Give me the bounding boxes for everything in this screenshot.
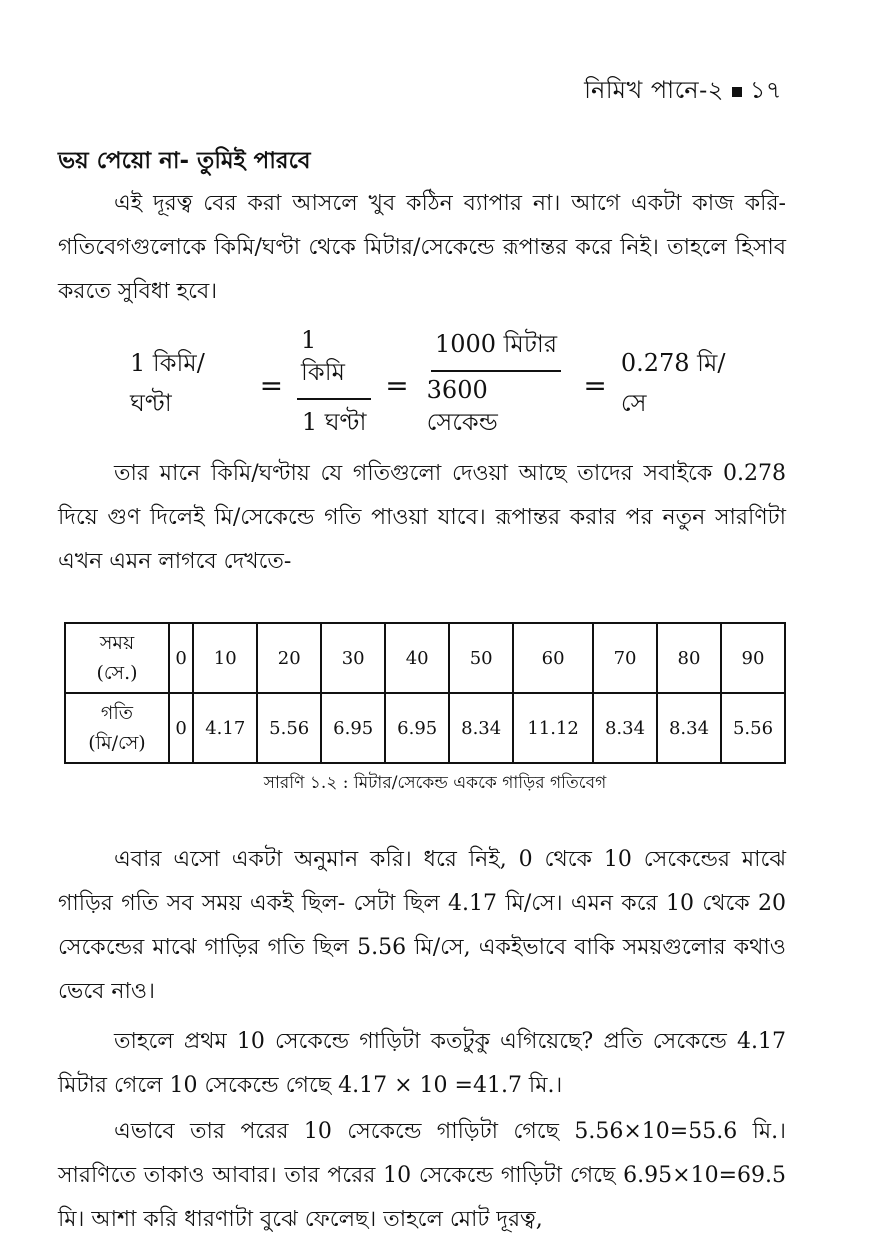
- paragraph-1: [58, 182, 786, 314]
- fraction-2-numerator: 1000 মিটার: [431, 326, 561, 372]
- section-heading: ভয় পেয়ো না- তুমিই পারবে: [58, 148, 311, 174]
- table-cell: 80: [657, 623, 721, 693]
- row-header-time-label: সময়: [99, 632, 135, 654]
- table-cell: 70: [593, 623, 657, 693]
- table-cell: 6.95: [321, 693, 385, 763]
- running-title: নিমিখ পানে-২: [584, 76, 724, 104]
- table-cell: 8.34: [657, 693, 721, 763]
- row-header-speed-label: গতি: [100, 702, 134, 724]
- table-cell: 50: [449, 623, 513, 693]
- table-cell: 60: [513, 623, 593, 693]
- table-cell: 40: [385, 623, 449, 693]
- paragraph-2-text: তার মানে কিমি/ঘণ্টায় যে গতিগুলো দেওয়া আছে তাদের সবাইকে 0.278 দিয়ে গুণ দিলেই মি/সেকেন্ডে গতি পাওয়া যাবে। রূপান্তর করার পর নতুন সারণিটা এখন এমন লাগবে দেখতে-: [58, 461, 786, 574]
- running-head: [584, 72, 782, 112]
- table-cell: 0: [169, 693, 193, 763]
- paragraph-3-text: এবার এসো একটা অনুমান করি। ধরে নিই, 0 থেকে 10 সেকেন্ডের মাঝে গাড়ির গতি সব সময় একই ছিল- সেটা ছিল 4.17 মি/সে। এমন করে 10 থেকে 20 সেকেন্ডের মাঝে গাড়ির গতি ছিল 5.56 মি/সে, একইভাবে বাকি সময়গুলোর কথাও ভেবে নাও।: [58, 847, 786, 1004]
- paragraph-3: [58, 838, 786, 1014]
- paragraph-5-text: এভাবে তার পরের 10 সেকেন্ডে গাড়িটা গেছে 5.56×10=55.6 মি.। সারণিতে তাকাও আবার। তার পরের 10 সেকেন্ডে গাড়িটা গেছে 6.95×10=69.5 মি। আশা করি ধারণাটা বুঝে ফেলেছ। তাহলে মোট দূরত্ব,: [58, 1119, 786, 1232]
- table-cell: 20: [257, 623, 321, 693]
- paragraph-4-text: তাহলে প্রথম 10 সেকেন্ডে গাড়িটা কতটুকু এগিয়েছে? প্রতি সেকেন্ডে 4.17 মিটার গেলে 10 সেকেন্ডে গেছে 4.17 × 10 =41.7 মি.।: [58, 1029, 786, 1098]
- table-cell: 11.12: [513, 693, 593, 763]
- table-cell: 6.95: [385, 693, 449, 763]
- row-header-time: [65, 623, 169, 693]
- table-cell: 4.17: [193, 693, 257, 763]
- equals-sign-2: =: [385, 368, 409, 402]
- paragraph-5: [58, 1110, 786, 1242]
- table-cell: 30: [321, 623, 385, 693]
- equals-sign-1: =: [259, 368, 284, 402]
- row-header-speed-unit: (মি/সে): [88, 732, 146, 754]
- fraction-2: [423, 326, 570, 444]
- row-header-time-unit: (সে.): [96, 662, 138, 684]
- table-cell: 5.56: [257, 693, 321, 763]
- table-caption: সারণি ১.২ : মিটার/সেকেন্ড এককে গাড়ির গতিবেগ: [263, 773, 607, 793]
- row-header-speed: [65, 693, 169, 763]
- fraction-1-numerator: 1 কিমি: [297, 326, 371, 400]
- page-number: ১৭: [749, 76, 782, 104]
- table-cell: 5.56: [721, 693, 785, 763]
- paragraph-4: [58, 1020, 786, 1108]
- table-cell: 0: [169, 623, 193, 693]
- fraction-2-denominator: 3600 সেকেন্ড: [426, 376, 498, 436]
- table-cell: 8.34: [449, 693, 513, 763]
- table-row-time: [65, 623, 785, 693]
- equals-sign-3: =: [583, 368, 607, 402]
- formula-rhs: 0.278 মি/সে: [620, 349, 726, 417]
- table-cell: 8.34: [593, 693, 657, 763]
- paragraph-1-text: এই দূরত্ব বের করা আসলে খুব কঠিন ব্যাপার না। আগে একটা কাজ করি- গতিবেগগুলোকে কিমি/ঘণ্টা থেকে মিটার/সেকেন্ডে রূপান্তর করে নিই। তাহলে হিসাব করতে সুবিধা হবে।: [58, 191, 786, 304]
- paragraph-2: [58, 452, 786, 584]
- table-row-speed: [65, 693, 785, 763]
- table-cell: 90: [721, 623, 785, 693]
- table-cell: 10: [193, 623, 257, 693]
- separator-square-icon: [732, 87, 742, 97]
- speed-table: [64, 622, 786, 764]
- formula-lhs: 1 কিমি/ঘণ্টা: [130, 349, 205, 417]
- fraction-1-denominator: 1 ঘণ্টা: [301, 408, 367, 436]
- conversion-formula: [130, 326, 750, 436]
- fraction-1: [297, 326, 371, 444]
